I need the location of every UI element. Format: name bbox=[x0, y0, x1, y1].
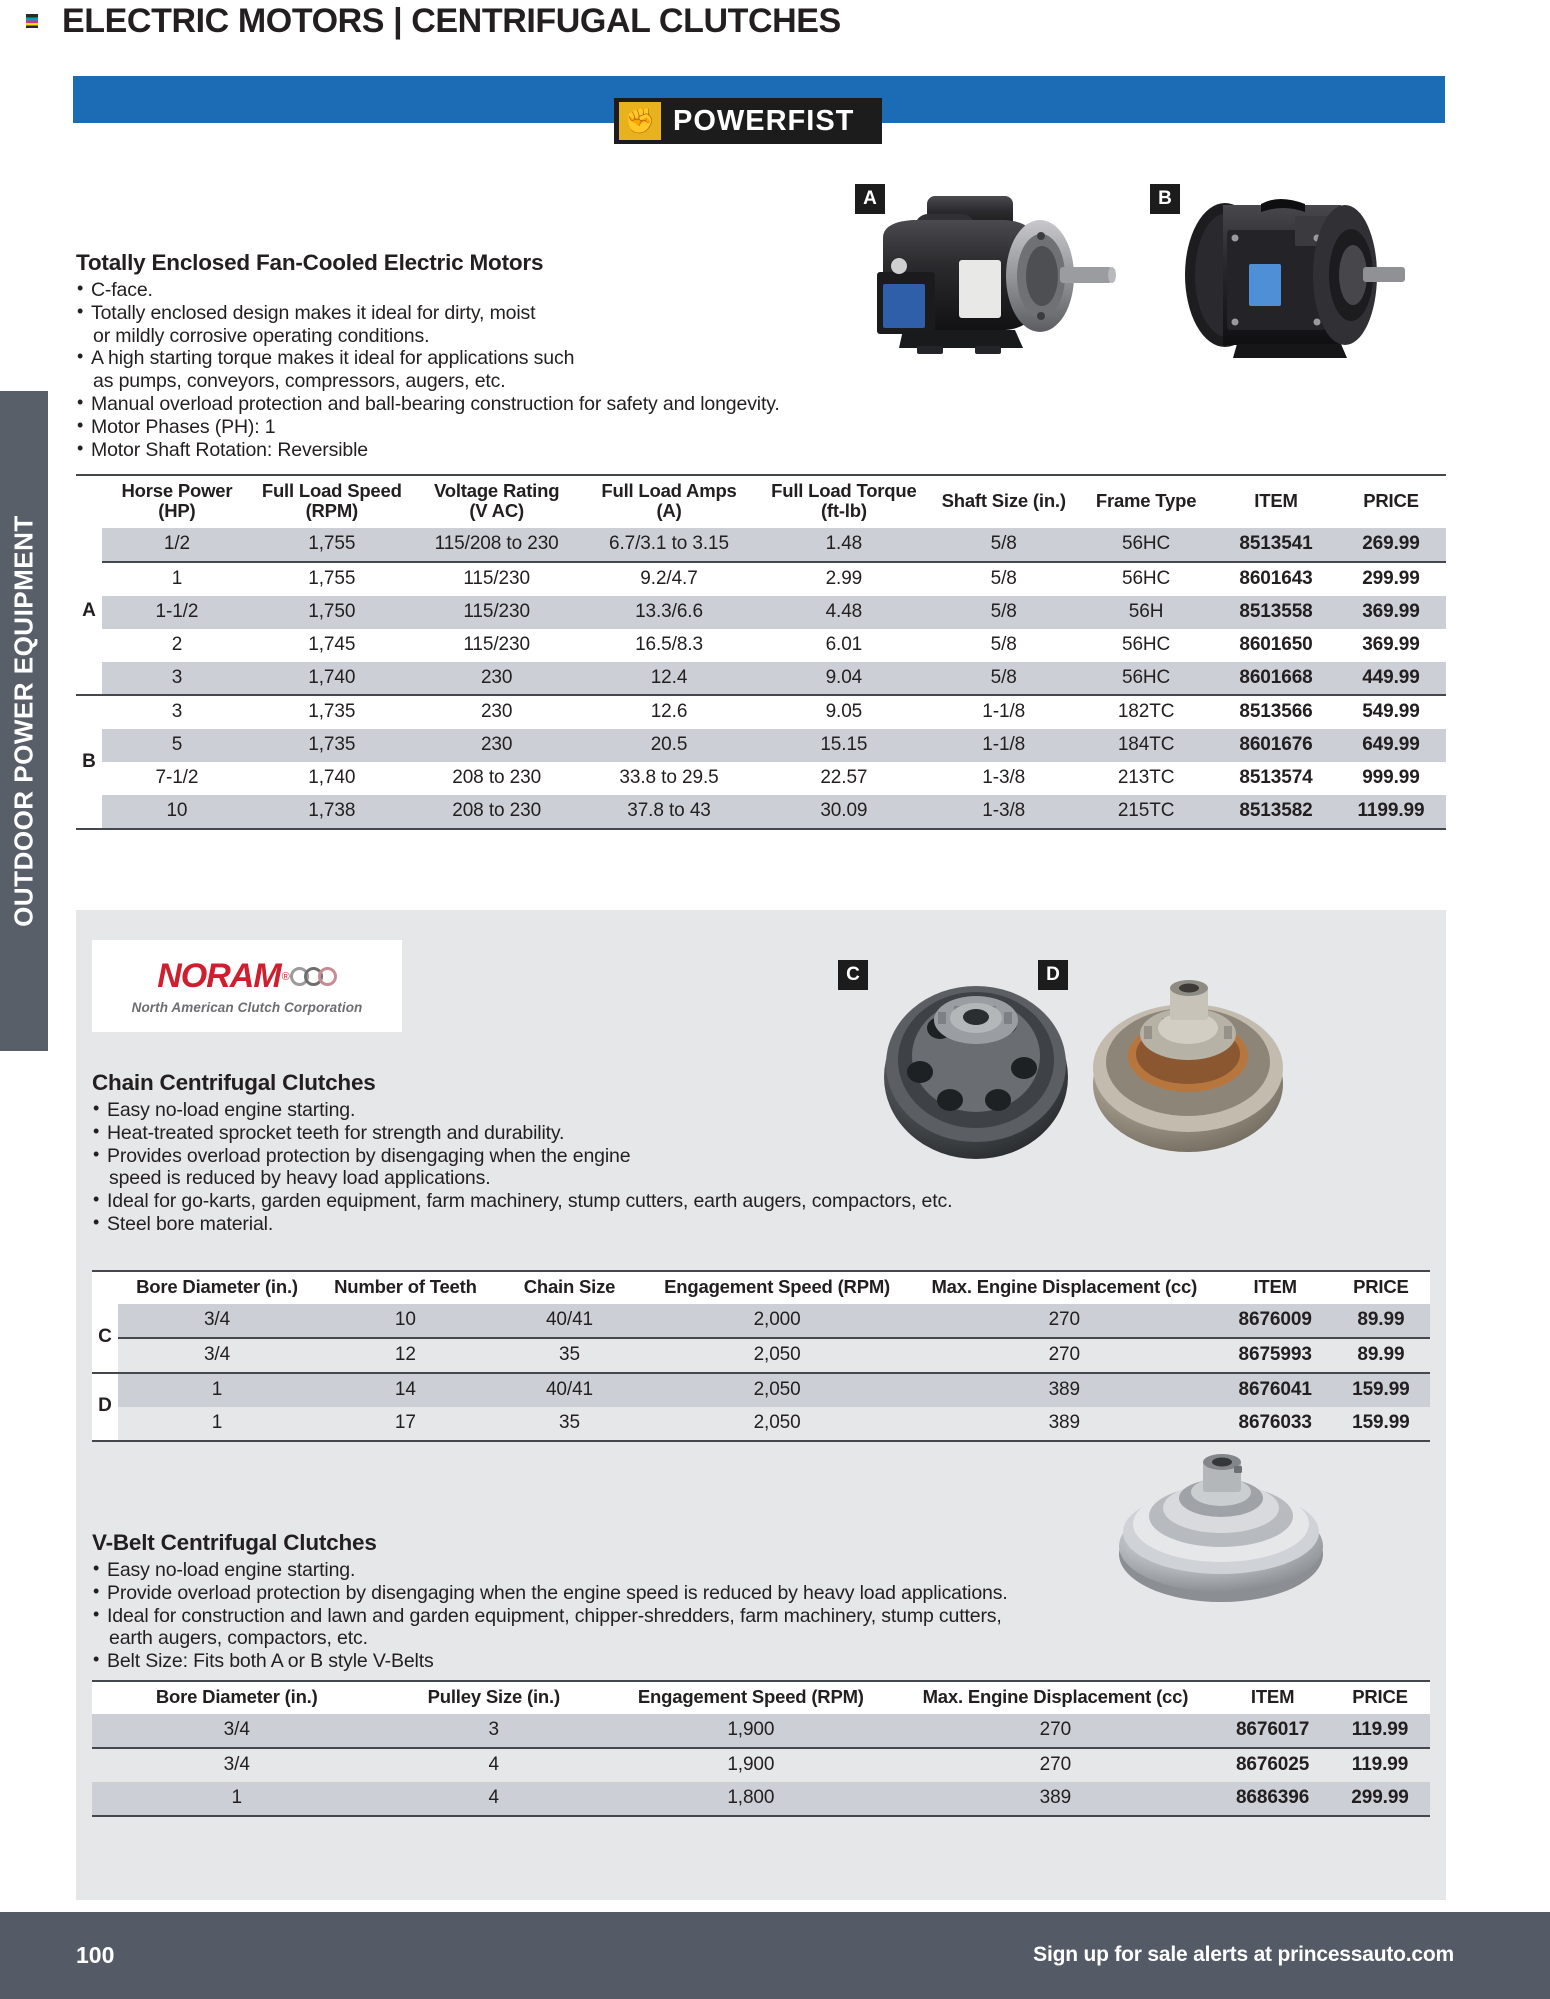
cell: 9.05 bbox=[825, 701, 863, 723]
cell-price: 119.99 bbox=[1351, 1753, 1409, 1775]
cell: 1,740 bbox=[252, 662, 412, 696]
cell: 5/8 bbox=[931, 662, 1076, 696]
cell: 56HC bbox=[1076, 528, 1216, 562]
chain-clutches-description bbox=[92, 1070, 1052, 1236]
cell: 1,755 bbox=[308, 567, 356, 589]
cell: 3 bbox=[171, 701, 183, 723]
cell: 230 bbox=[480, 701, 513, 723]
list-item: • Easy no-load engine starting. bbox=[92, 1099, 1052, 1122]
column-header-item: ITEM bbox=[1215, 1681, 1330, 1714]
column-header-item: ITEM bbox=[1216, 475, 1336, 528]
table-header bbox=[92, 1271, 1430, 1304]
table-row bbox=[92, 1714, 1430, 1748]
list-item: • Steel bore material. bbox=[92, 1213, 1052, 1236]
cell: 33.8 to 29.5 bbox=[619, 767, 719, 789]
list-item: • Belt Size: Fits both A or B style V-Belts bbox=[92, 1650, 1132, 1673]
cell-price: 1199.99 bbox=[1336, 795, 1446, 829]
cell: 1,735 bbox=[308, 701, 356, 723]
cell: 12 bbox=[394, 1343, 416, 1365]
cell-item: 8676041 bbox=[1219, 1373, 1332, 1407]
electric-motor-b-image bbox=[1165, 180, 1405, 370]
cell: 4 bbox=[488, 1753, 499, 1775]
cell: 30.09 bbox=[756, 795, 931, 829]
group-label-b: B bbox=[76, 695, 102, 829]
cell: 3/4 bbox=[203, 1343, 231, 1365]
table-row bbox=[76, 662, 1446, 696]
cell: 56H bbox=[1076, 596, 1216, 629]
cell: 1-3/8 bbox=[982, 767, 1026, 789]
column-header-price: PRICE bbox=[1336, 475, 1446, 528]
chain-clutch-d-image bbox=[1086, 972, 1296, 1162]
cell: 5/8 bbox=[931, 528, 1076, 562]
cell-item: 8676033 bbox=[1238, 1411, 1312, 1433]
table-row bbox=[92, 1782, 1430, 1816]
cell-item: 8676009 bbox=[1219, 1304, 1332, 1338]
cell-price: 299.99 bbox=[1330, 1782, 1430, 1816]
list-item: as pumps, conveyors, compressors, augers, etc. bbox=[93, 370, 506, 393]
column-header-item: ITEM bbox=[1219, 1271, 1332, 1304]
cell: 13.3/6.6 bbox=[582, 596, 757, 629]
cell-price: 649.99 bbox=[1336, 729, 1446, 762]
cell: 389 bbox=[910, 1373, 1219, 1407]
cell: 1 bbox=[211, 1411, 223, 1433]
cell: 115/208 to 230 bbox=[412, 528, 582, 562]
cell-price: 89.99 bbox=[1332, 1304, 1430, 1338]
vbelt-clutch-image bbox=[1106, 1450, 1336, 1610]
table bbox=[76, 474, 1446, 830]
cell: 2,050 bbox=[753, 1411, 801, 1433]
group-label-c: C bbox=[92, 1304, 118, 1373]
table bbox=[92, 1680, 1430, 1817]
photo-badge-a: A bbox=[855, 184, 885, 214]
column-header-horse-power: Horse Power (HP) bbox=[102, 475, 252, 528]
table-body bbox=[76, 528, 1446, 829]
cell: 20.5 bbox=[582, 729, 757, 762]
table-row bbox=[76, 729, 1446, 762]
cell: 3/4 bbox=[92, 1714, 381, 1748]
table-row bbox=[76, 629, 1446, 662]
group-label-a: A bbox=[76, 528, 102, 695]
chain-clutches-heading: Chain Centrifugal Clutches bbox=[92, 1070, 376, 1095]
group-label-d: D bbox=[92, 1373, 118, 1441]
list-item: • Heat-treated sprocket teeth for strength and durability. bbox=[92, 1122, 1052, 1145]
cell: 208 to 230 bbox=[412, 795, 582, 829]
table bbox=[92, 1270, 1430, 1442]
page-footer bbox=[0, 1912, 1550, 1999]
column-header-engagement-speed: Engagement Speed (RPM) bbox=[644, 1271, 910, 1304]
photo-badge-c: C bbox=[838, 960, 868, 990]
product-photo-motor-a bbox=[855, 178, 1125, 373]
vbelt-clutches-spec-table bbox=[92, 1680, 1430, 1817]
cell: 6.7/3.1 to 3.15 bbox=[582, 528, 757, 562]
cell: 35 bbox=[559, 1411, 580, 1433]
table-row bbox=[92, 1304, 1430, 1338]
list-item: • Easy no-load engine starting. bbox=[92, 1559, 1132, 1582]
cell: 389 bbox=[896, 1782, 1216, 1816]
cell: 1-1/2 bbox=[102, 596, 252, 629]
cell-price: 299.99 bbox=[1362, 567, 1420, 589]
cell: 12.6 bbox=[650, 701, 688, 723]
table-row bbox=[76, 795, 1446, 829]
cell: 270 bbox=[1048, 1343, 1080, 1365]
chain-clutches-spec-table bbox=[92, 1270, 1430, 1442]
cell: 2,000 bbox=[644, 1304, 910, 1338]
registration-mark-icon bbox=[26, 14, 38, 28]
cell: 4.48 bbox=[756, 596, 931, 629]
product-photo-clutch-d bbox=[1046, 964, 1296, 1167]
cell-item: 8675993 bbox=[1238, 1343, 1312, 1365]
cell: 1 bbox=[92, 1782, 381, 1816]
cell-price: 369.99 bbox=[1362, 633, 1420, 655]
cell: 2,050 bbox=[644, 1373, 910, 1407]
cell-price: 159.99 bbox=[1352, 1411, 1410, 1433]
cell: 9.04 bbox=[756, 662, 931, 696]
powerfist-logo-text: POWERFIST bbox=[673, 104, 855, 137]
cell: 2 bbox=[171, 633, 183, 655]
column-header-price: PRICE bbox=[1332, 1271, 1430, 1304]
cell: 56HC bbox=[1121, 633, 1171, 655]
cell: 389 bbox=[1048, 1411, 1080, 1433]
list-item: • A high starting torque makes it ideal for applications such bbox=[76, 347, 906, 370]
cell-item: 8513541 bbox=[1216, 528, 1336, 562]
table-header bbox=[76, 475, 1446, 528]
cell: 3 bbox=[102, 662, 252, 696]
powerfist-logo bbox=[614, 98, 882, 144]
cell-item: 8513558 bbox=[1216, 596, 1336, 629]
cell: 270 bbox=[1039, 1753, 1072, 1775]
cell-item: 8676017 bbox=[1215, 1714, 1330, 1748]
cell: 1,800 bbox=[606, 1782, 896, 1816]
list-item: or mildly corrosive operating conditions. bbox=[93, 324, 430, 347]
cell: 40/41 bbox=[495, 1373, 644, 1407]
cell-item: 8601676 bbox=[1216, 729, 1336, 762]
cell: 184TC bbox=[1076, 729, 1216, 762]
fist-icon: ✊ bbox=[619, 102, 661, 140]
footer-signup-text: Sign up for sale alerts at princessauto.com bbox=[1033, 1943, 1454, 1966]
cell: 16.5/8.3 bbox=[635, 633, 703, 655]
cell: 270 bbox=[896, 1714, 1216, 1748]
table-row bbox=[76, 596, 1446, 629]
vbelt-clutches-description bbox=[92, 1530, 1132, 1673]
table-row bbox=[76, 762, 1446, 795]
cell: 1,745 bbox=[308, 633, 356, 655]
column-header-full-load-torque: Full Load Torque (ft-lb) bbox=[756, 475, 931, 528]
cell-item: 8686396 bbox=[1215, 1782, 1330, 1816]
cell: 1-3/8 bbox=[931, 795, 1076, 829]
cell: 7-1/2 bbox=[155, 767, 199, 789]
cell: 115/230 bbox=[463, 633, 530, 655]
cell: 3/4 bbox=[118, 1304, 316, 1338]
page-number: 100 bbox=[76, 1942, 115, 1968]
table-body bbox=[92, 1714, 1430, 1816]
noram-logo bbox=[92, 940, 402, 1032]
vbelt-clutches-heading: V-Belt Centrifugal Clutches bbox=[92, 1530, 377, 1555]
cell: 208 to 230 bbox=[452, 767, 542, 789]
list-item: • Manual overload protection and ball-bearing construction for safety and longevity. bbox=[76, 393, 906, 416]
cell: 5 bbox=[102, 729, 252, 762]
cell: 1,750 bbox=[252, 596, 412, 629]
column-header-bore-diameter: Bore Diameter (in.) bbox=[92, 1681, 381, 1714]
table-row bbox=[92, 1407, 1430, 1441]
product-photo-vbelt-clutch bbox=[1106, 1450, 1336, 1615]
product-photo-motor-b bbox=[1158, 180, 1405, 370]
column-header-voltage-rating: Voltage Rating (V AC) bbox=[412, 475, 582, 528]
cell-price: 89.99 bbox=[1357, 1343, 1405, 1365]
list-item: • Ideal for construction and lawn and garden equipment, chipper-shredders, farm machinery, stump cutters, bbox=[92, 1605, 1132, 1628]
table-row bbox=[92, 1748, 1430, 1782]
cell: 1,738 bbox=[252, 795, 412, 829]
cell: 6.01 bbox=[825, 633, 863, 655]
cell: 2,050 bbox=[753, 1343, 801, 1365]
cell-price: 999.99 bbox=[1362, 767, 1420, 789]
cell: 1,735 bbox=[252, 729, 412, 762]
cell-price: 449.99 bbox=[1336, 662, 1446, 696]
cell: 5/8 bbox=[990, 633, 1017, 655]
cell: 37.8 to 43 bbox=[582, 795, 757, 829]
cell-item: 8601643 bbox=[1239, 567, 1313, 589]
motors-spec-table bbox=[76, 474, 1446, 830]
cell: 3/4 bbox=[223, 1753, 250, 1775]
noram-rings-icon bbox=[295, 967, 337, 986]
column-header-full-load-speed: Full Load Speed (RPM) bbox=[252, 475, 412, 528]
table-row bbox=[92, 1373, 1430, 1407]
cell: 56HC bbox=[1076, 662, 1216, 696]
motors-heading: Totally Enclosed Fan-Cooled Electric Motors bbox=[76, 250, 544, 275]
cell: 3 bbox=[381, 1714, 606, 1748]
vbelt-clutches-feature-list bbox=[92, 1559, 1132, 1673]
table-row bbox=[76, 695, 1446, 729]
section-tab-outdoor-power-equipment bbox=[0, 391, 48, 1051]
cell: 1,900 bbox=[606, 1714, 896, 1748]
chain-clutches-feature-list bbox=[92, 1099, 1052, 1236]
cell: 4 bbox=[381, 1782, 606, 1816]
registered-trademark-icon: ® bbox=[281, 970, 290, 983]
noram-logo-subtitle: North American Clutch Corporation bbox=[131, 1000, 363, 1015]
cell: 56HC bbox=[1121, 567, 1171, 589]
list-item: • Provide overload protection by disengaging when the engine speed is reduced by heavy load applications. bbox=[92, 1582, 1132, 1605]
column-header-pulley-size: Pulley Size (in.) bbox=[381, 1681, 606, 1714]
list-item: • C-face. bbox=[76, 279, 906, 302]
column-header-max-engine-displacement: Max. Engine Displacement (cc) bbox=[910, 1271, 1219, 1304]
cell: 215TC bbox=[1076, 795, 1216, 829]
cell: 182TC bbox=[1117, 701, 1175, 723]
cell-price: 549.99 bbox=[1362, 701, 1420, 723]
photo-badge-b: B bbox=[1150, 184, 1180, 214]
cell: 10 bbox=[316, 1304, 495, 1338]
column-header-full-load-amps: Full Load Amps (A) bbox=[582, 475, 757, 528]
column-header-bore-diameter: Bore Diameter (in.) bbox=[118, 1271, 316, 1304]
cell: 40/41 bbox=[495, 1304, 644, 1338]
motors-description bbox=[76, 250, 906, 462]
electric-motor-a-image bbox=[855, 178, 1125, 373]
column-header-frame-type: Frame Type bbox=[1076, 475, 1216, 528]
cell: 22.57 bbox=[820, 767, 868, 789]
photo-badge-d: D bbox=[1038, 960, 1068, 990]
motors-feature-list bbox=[76, 279, 906, 462]
cell: 17 bbox=[394, 1411, 416, 1433]
table-header bbox=[92, 1681, 1430, 1714]
list-item: earth augers, compactors, etc. bbox=[109, 1627, 368, 1650]
cell: 1 bbox=[171, 567, 183, 589]
cell: 1,755 bbox=[252, 528, 412, 562]
cell: 1,900 bbox=[727, 1753, 775, 1775]
column-header-shaft-size: Shaft Size (in.) bbox=[931, 475, 1076, 528]
list-item: speed is reduced by heavy load applications. bbox=[109, 1167, 491, 1190]
cell: 270 bbox=[910, 1304, 1219, 1338]
cell: 230 bbox=[412, 729, 582, 762]
cell-price: 369.99 bbox=[1336, 596, 1446, 629]
table-row bbox=[92, 1338, 1430, 1373]
cell: 14 bbox=[316, 1373, 495, 1407]
cell: 1,740 bbox=[308, 767, 356, 789]
cell: 10 bbox=[102, 795, 252, 829]
list-item: • Ideal for go-karts, garden equipment, farm machinery, stump cutters, earth augers, compactors, etc. bbox=[92, 1190, 1052, 1213]
cell-price: 269.99 bbox=[1336, 528, 1446, 562]
column-header-number-of-teeth: Number of Teeth bbox=[316, 1271, 495, 1304]
cell-item: 8601668 bbox=[1216, 662, 1336, 696]
cell: 15.15 bbox=[756, 729, 931, 762]
cell: 1.48 bbox=[756, 528, 931, 562]
cell: 115/230 bbox=[412, 596, 582, 629]
cell: 35 bbox=[559, 1343, 580, 1365]
list-item: • Motor Phases (PH): 1 bbox=[76, 416, 906, 439]
cell: 1-1/8 bbox=[931, 729, 1076, 762]
column-header-engagement-speed: Engagement Speed (RPM) bbox=[606, 1681, 896, 1714]
list-item: • Motor Shaft Rotation: Reversible bbox=[76, 439, 906, 462]
list-item: • Totally enclosed design makes it ideal for dirty, moist bbox=[76, 302, 906, 325]
cell-item: 8513574 bbox=[1239, 767, 1313, 789]
clutches-panel bbox=[76, 910, 1446, 1900]
section-tab-label: OUTDOOR POWER EQUIPMENT bbox=[8, 515, 39, 927]
cell-item: 8601650 bbox=[1239, 633, 1313, 655]
cell: 9.2/4.7 bbox=[640, 567, 698, 589]
column-header-max-engine-displacement: Max. Engine Displacement (cc) bbox=[896, 1681, 1216, 1714]
cell: 1-1/8 bbox=[982, 701, 1026, 723]
table-row bbox=[76, 528, 1446, 562]
cell-item: 8513582 bbox=[1216, 795, 1336, 829]
column-header-chain-size: Chain Size bbox=[495, 1271, 644, 1304]
cell: 2.99 bbox=[825, 567, 863, 589]
cell: 12.4 bbox=[582, 662, 757, 696]
cell: 1/2 bbox=[102, 528, 252, 562]
cell: 5/8 bbox=[931, 596, 1076, 629]
cell-item: 8676025 bbox=[1235, 1753, 1310, 1775]
cell: 213TC bbox=[1117, 767, 1175, 789]
cell-item: 8513566 bbox=[1239, 701, 1313, 723]
cell: 230 bbox=[412, 662, 582, 696]
cell-price: 119.99 bbox=[1330, 1714, 1430, 1748]
column-header-price: PRICE bbox=[1330, 1681, 1430, 1714]
cell-price: 159.99 bbox=[1332, 1373, 1430, 1407]
table-body bbox=[92, 1304, 1430, 1441]
noram-logo-text: NORAM bbox=[157, 957, 281, 995]
cell: 115/230 bbox=[463, 567, 530, 589]
page-title: ELECTRIC MOTORS | CENTRIFUGAL CLUTCHES bbox=[62, 2, 841, 40]
table-row bbox=[76, 562, 1446, 596]
cell: 5/8 bbox=[990, 567, 1017, 589]
list-item: • Provides overload protection by disengaging when the engine bbox=[92, 1145, 1052, 1168]
cell: 1 bbox=[118, 1373, 316, 1407]
